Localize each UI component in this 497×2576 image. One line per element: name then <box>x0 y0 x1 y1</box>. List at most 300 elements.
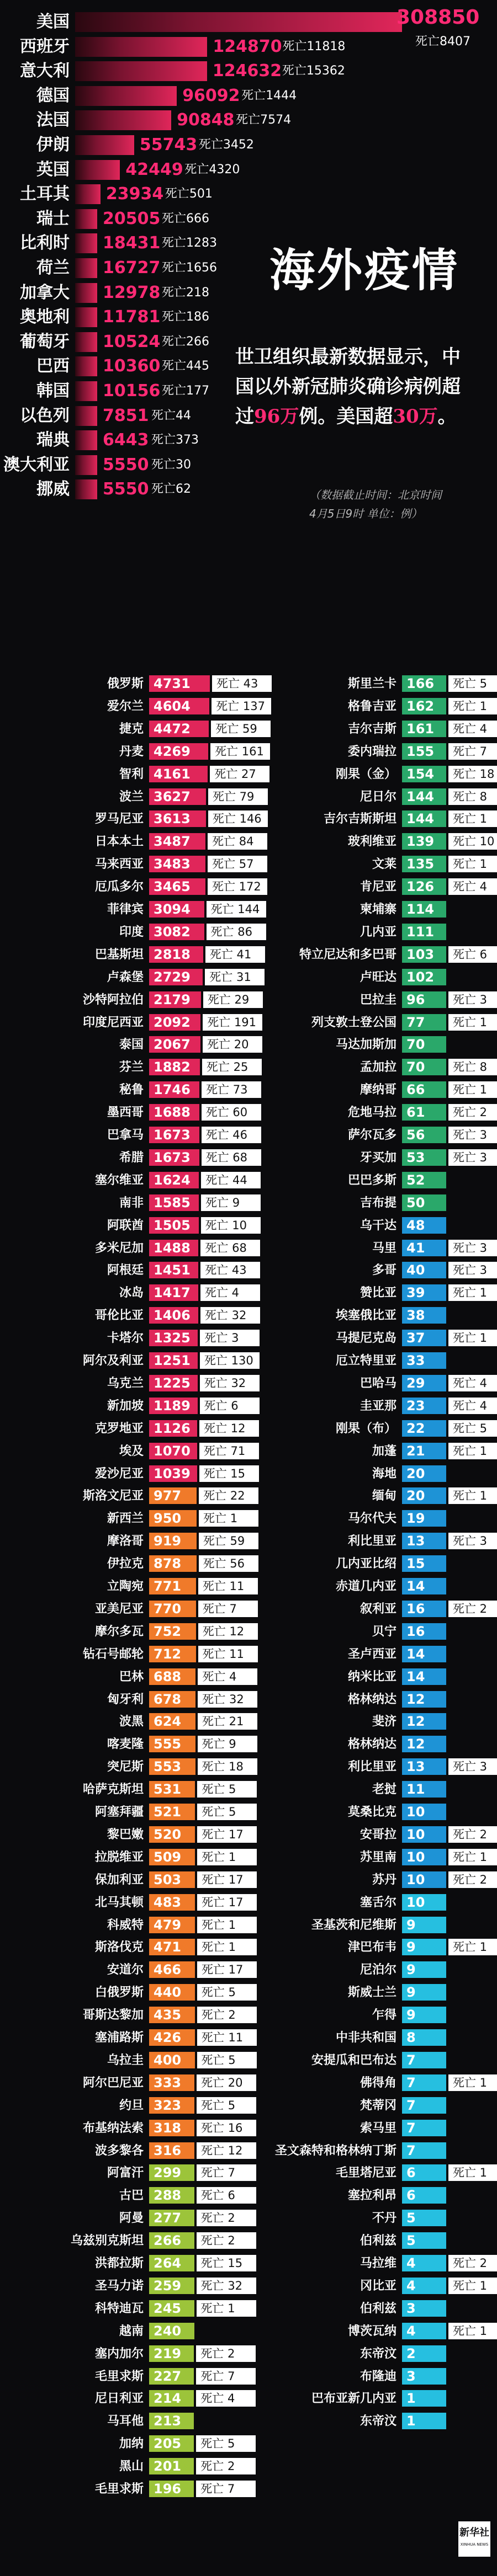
death-count: 死亡 68 <box>200 1240 260 1256</box>
summary-highlight-1: 96万 <box>254 406 299 428</box>
case-count: 2729 <box>149 969 203 985</box>
death-count: 死亡 21 <box>198 1713 257 1730</box>
case-count: 333 <box>149 2074 194 2091</box>
death-count-label: 死亡1444 <box>241 88 297 103</box>
bar-value-label: 96092 <box>182 86 240 105</box>
death-count: 死亡 1 <box>448 1330 497 1346</box>
country-name: 圣文森特和格林纳丁斯 <box>274 2143 396 2158</box>
bar <box>75 479 97 499</box>
case-count: 555 <box>149 1736 195 1752</box>
list-item <box>0 2457 497 2476</box>
case-count: 1251 <box>149 1352 198 1369</box>
list-item <box>0 1712 497 1731</box>
death-count: 死亡 5 <box>197 2097 256 2114</box>
death-count: 死亡 2 <box>196 2458 256 2474</box>
bar <box>75 258 97 278</box>
case-count: 1126 <box>149 1420 197 1437</box>
list-item <box>0 832 497 851</box>
country-name: 塞内加尔 <box>94 2346 144 2361</box>
case-count: 1451 <box>149 1262 198 1278</box>
bar <box>75 332 97 352</box>
country-name: 巴巴多斯 <box>347 1172 396 1187</box>
death-count-label: 死亡1656 <box>162 261 217 275</box>
case-count: 288 <box>149 2187 194 2204</box>
bar <box>75 86 177 106</box>
bar-label: 澳大利亚 <box>3 455 70 474</box>
country-name: 圭亚那 <box>359 1398 396 1413</box>
death-count: 死亡 12 <box>197 2142 256 2159</box>
country-name: 埃塞俄比亚 <box>335 1308 396 1323</box>
death-count: 死亡 44 <box>201 1172 261 1188</box>
case-count: 135 <box>402 856 446 872</box>
country-name: 吉尔吉斯斯坦 <box>323 812 396 826</box>
case-count: 4604 <box>149 698 209 714</box>
case-count: 14 <box>402 1578 446 1594</box>
death-count: 死亡 1 <box>197 1917 257 1933</box>
list-item <box>0 2163 497 2182</box>
country-name: 墨西哥 <box>107 1105 144 1120</box>
case-count: 22 <box>402 1420 446 1437</box>
case-count: 111 <box>402 924 446 940</box>
country-name: 芬兰 <box>119 1060 144 1075</box>
case-count: 277 <box>149 2210 194 2226</box>
case-count: 6 <box>402 2187 446 2204</box>
death-count-label: 死亡445 <box>162 359 209 374</box>
country-name: 拉脱维亚 <box>94 1849 144 1864</box>
death-count: 死亡 1 <box>448 1939 497 1955</box>
death-count: 死亡 12 <box>198 1623 258 1640</box>
country-name: 列支敦士登公国 <box>311 1015 396 1030</box>
case-count: 196 <box>149 2481 194 2497</box>
case-count: 466 <box>149 1961 195 1978</box>
country-name: 东帝汶 <box>359 2414 396 2429</box>
country-name: 科威特 <box>107 1917 144 1932</box>
case-count: 1673 <box>149 1127 199 1143</box>
case-count: 7 <box>402 2097 446 2114</box>
case-count: 144 <box>402 810 446 827</box>
death-count: 死亡 18 <box>198 1758 257 1775</box>
case-count: 2179 <box>149 991 201 1008</box>
country-name: 卡塔尔 <box>107 1331 144 1346</box>
country-name: 马耳他 <box>107 2414 144 2429</box>
bar <box>75 406 97 426</box>
case-count: 1225 <box>149 1375 198 1391</box>
country-name: 埃及 <box>119 1443 144 1458</box>
country-name: 斯威士兰 <box>347 1985 396 2000</box>
country-name: 缅甸 <box>372 1489 396 1503</box>
list-item <box>0 2434 497 2453</box>
death-count: 死亡 11 <box>198 1578 258 1594</box>
case-count: 259 <box>149 2278 194 2294</box>
country-name: 吉尔吉斯 <box>347 721 396 736</box>
list-item <box>0 1690 497 1709</box>
bar-label: 葡萄牙 <box>20 332 70 351</box>
death-count: 死亡 1 <box>448 2074 497 2091</box>
case-count: 37 <box>402 1330 446 1346</box>
death-count: 死亡 1 <box>199 1510 258 1527</box>
case-count: 139 <box>402 833 446 850</box>
country-name: 乌兹别克斯坦 <box>70 2233 144 2248</box>
case-count: 1688 <box>149 1104 199 1121</box>
death-count: 死亡 12 <box>199 1420 259 1437</box>
case-count: 503 <box>149 1871 195 1888</box>
country-name: 捷克 <box>119 721 144 736</box>
case-count: 10 <box>402 1826 446 1843</box>
case-count: 878 <box>149 1555 197 1572</box>
country-name: 波多黎各 <box>94 2143 144 2158</box>
death-count-label: 死亡501 <box>165 187 213 201</box>
country-name: 俄罗斯 <box>107 676 144 691</box>
death-count: 死亡 11 <box>197 2029 257 2046</box>
list-item <box>0 1757 497 1776</box>
country-name: 海地 <box>372 1466 396 1481</box>
death-count: 死亡 18 <box>448 766 497 782</box>
case-count: 33 <box>402 1352 446 1369</box>
country-name: 立陶宛 <box>107 1579 144 1593</box>
summary-part-1: 世卫组织最新数据显示，中国以外新冠肺炎确诊病例超过 <box>235 346 461 428</box>
country-name: 博茨瓦纳 <box>347 2323 396 2338</box>
case-count: 219 <box>149 2345 194 2362</box>
case-count: 10 <box>402 1804 446 1820</box>
case-count: 509 <box>149 1849 195 1865</box>
logo-text: 新华社 <box>459 2527 489 2538</box>
list-item <box>0 1126 497 1144</box>
list-item <box>0 742 497 761</box>
country-name: 佛得角 <box>359 2075 396 2090</box>
list-item <box>0 945 497 964</box>
bar-label: 比利时 <box>20 233 70 253</box>
case-count: 318 <box>149 2120 194 2136</box>
country-name: 沙特阿拉伯 <box>82 992 144 1007</box>
death-count: 死亡 43 <box>200 1262 260 1278</box>
bar <box>75 110 171 130</box>
case-count: 53 <box>402 1149 446 1166</box>
bar-value-label: 6443 <box>103 430 149 450</box>
country-name: 格鲁吉亚 <box>347 698 396 713</box>
case-count: 56 <box>402 1127 446 1143</box>
case-count: 16 <box>402 1623 446 1640</box>
death-count: 死亡 20 <box>203 1036 262 1053</box>
death-count: 死亡 9 <box>198 1736 257 1752</box>
list-item <box>0 1171 497 1190</box>
case-count: 7 <box>402 2052 446 2068</box>
country-name: 罗马尼亚 <box>94 812 144 826</box>
country-name: 哈萨克斯坦 <box>82 1782 144 1797</box>
case-count: 10 <box>402 1871 446 1888</box>
case-count: 161 <box>402 721 446 737</box>
death-count: 死亡 161 <box>210 743 270 760</box>
case-count: 521 <box>149 1804 195 1820</box>
case-count: 5 <box>402 2232 446 2249</box>
case-count: 213 <box>149 2413 194 2429</box>
country-name: 菲律宾 <box>107 902 144 916</box>
death-count: 死亡 4 <box>448 721 497 737</box>
country-name: 塞浦路斯 <box>94 2030 144 2045</box>
death-count-label: 死亡15362 <box>282 64 345 78</box>
country-name: 东帝汶 <box>359 2346 396 2361</box>
death-count: 死亡 2 <box>448 1826 497 1843</box>
country-name: 洪都拉斯 <box>94 2256 144 2270</box>
death-count: 死亡 3 <box>448 1127 497 1143</box>
death-count: 死亡 1 <box>448 1014 497 1031</box>
death-count: 死亡 7 <box>198 1601 258 1617</box>
country-name: 丹麦 <box>119 744 144 759</box>
country-name: 突尼斯 <box>107 1759 144 1774</box>
bar-value-label: 10524 <box>103 332 161 351</box>
list-item <box>0 1035 497 1054</box>
case-count: 126 <box>402 878 446 895</box>
case-count: 712 <box>149 1646 196 1662</box>
death-count: 死亡 3 <box>448 1262 497 1278</box>
death-count: 死亡 1 <box>448 2278 497 2294</box>
case-count: 9 <box>402 1939 446 1955</box>
death-count: 死亡 5 <box>197 1781 257 1798</box>
list-item <box>0 855 497 873</box>
case-count: 21 <box>402 1443 446 1459</box>
case-count: 66 <box>402 1081 446 1098</box>
country-name: 斯洛伐克 <box>94 1940 144 1955</box>
bar-value-label: 20505 <box>103 209 161 228</box>
bar <box>75 455 97 475</box>
death-count: 死亡 5 <box>448 675 497 692</box>
death-count: 死亡 1 <box>448 698 497 714</box>
country-name: 波兰 <box>119 789 144 804</box>
bar-value-label: 124870 <box>213 36 282 56</box>
death-count: 死亡 6 <box>448 946 497 963</box>
list-item <box>0 900 497 919</box>
case-count: 1189 <box>149 1398 198 1414</box>
case-count: 14 <box>402 1668 446 1685</box>
case-count: 770 <box>149 1601 196 1617</box>
country-name: 布隆迪 <box>359 2369 396 2383</box>
case-count: 1039 <box>149 1465 197 1482</box>
death-count: 死亡 84 <box>208 833 267 850</box>
death-count: 死亡 4 <box>198 1668 257 1685</box>
case-count: 520 <box>149 1826 195 1843</box>
case-count: 1325 <box>149 1330 198 1346</box>
case-count: 166 <box>402 675 446 692</box>
case-count: 245 <box>149 2300 194 2317</box>
list-item <box>0 1306 497 1325</box>
death-count: 死亡 1 <box>448 1487 497 1504</box>
case-count: 483 <box>149 1894 195 1911</box>
summary-part-2: 例。美国超 <box>299 406 393 428</box>
country-name: 科特迪瓦 <box>94 2301 144 2316</box>
country-name: 不丹 <box>372 2211 396 2226</box>
country-name: 钻石号邮轮 <box>82 1646 144 1661</box>
list-item <box>0 1239 497 1257</box>
country-name: 圣基茨和尼维斯 <box>311 1917 396 1932</box>
country-name: 哥伦比亚 <box>94 1308 144 1323</box>
bar-value-label: 12978 <box>103 282 161 302</box>
list-item <box>0 1419 497 1438</box>
country-name: 伊拉克 <box>107 1556 144 1571</box>
death-count: 死亡 2 <box>196 2345 256 2362</box>
case-count: 9 <box>402 1961 446 1978</box>
country-name: 古巴 <box>119 2188 144 2203</box>
case-count: 1 <box>402 2413 446 2429</box>
bar-label: 意大利 <box>20 61 70 81</box>
list-item <box>0 2006 497 2024</box>
country-name: 苏丹 <box>372 1872 396 1887</box>
country-name: 摩纳哥 <box>359 1082 396 1097</box>
country-name: 巴林 <box>119 1669 144 1684</box>
country-name: 厄瓜多尔 <box>94 879 144 894</box>
country-name: 孟加拉 <box>359 1060 396 1075</box>
list-item <box>0 1825 497 1844</box>
case-count: 9 <box>402 1984 446 2001</box>
bar <box>75 12 402 32</box>
country-name: 乍得 <box>372 2008 396 2023</box>
case-count: 2818 <box>149 946 203 963</box>
death-count: 死亡 2 <box>448 2255 497 2271</box>
case-count: 13 <box>402 1533 446 1549</box>
death-count-label: 死亡62 <box>151 482 191 497</box>
bar-label: 伊朗 <box>36 135 70 154</box>
country-name: 津巴布韦 <box>347 1940 396 1955</box>
case-count: 10 <box>402 1849 446 1865</box>
case-count: 553 <box>149 1758 195 1775</box>
list-item <box>0 2389 497 2408</box>
bar-value-label: 10156 <box>103 381 161 401</box>
country-name: 秘鲁 <box>119 1082 144 1097</box>
case-count: 440 <box>149 1984 195 2001</box>
case-count: 299 <box>149 2164 194 2181</box>
case-count: 70 <box>402 1059 446 1075</box>
death-count: 死亡 71 <box>199 1443 259 1459</box>
case-count: 4 <box>402 2255 446 2271</box>
country-name: 安哥拉 <box>359 1827 396 1842</box>
country-name: 利比里亚 <box>347 1759 396 1774</box>
death-count: 死亡 2 <box>448 1104 497 1121</box>
death-count: 死亡 1 <box>448 1081 497 1098</box>
country-name: 智利 <box>119 766 144 781</box>
list-item <box>0 2096 497 2115</box>
death-count-label: 死亡373 <box>151 433 199 447</box>
list-item <box>0 2051 497 2070</box>
list-item <box>0 1058 497 1076</box>
country-name: 伯利兹 <box>359 2233 396 2248</box>
case-count: 400 <box>149 2052 195 2068</box>
country-name: 阿尔巴尼亚 <box>82 2075 144 2090</box>
country-name: 刚果（布） <box>335 1421 396 1436</box>
country-name: 乌干达 <box>359 1218 396 1233</box>
country-name: 梵蒂冈 <box>359 2098 396 2113</box>
country-name: 格林纳达 <box>347 1737 396 1752</box>
list-item <box>0 1577 497 1596</box>
country-name: 冈比亚 <box>359 2278 396 2293</box>
case-count: 471 <box>149 1939 195 1955</box>
death-count-label: 死亡177 <box>162 384 209 398</box>
list-item <box>0 1870 497 1889</box>
country-name: 刚果（金） <box>335 766 396 781</box>
country-name: 吉布提 <box>359 1195 396 1210</box>
case-count: 8 <box>402 2029 446 2046</box>
country-name: 克罗地亚 <box>94 1421 144 1436</box>
country-name: 爱沙尼亚 <box>94 1466 144 1481</box>
case-count: 3627 <box>149 788 206 805</box>
bar <box>75 135 134 155</box>
country-name: 泰国 <box>119 1037 144 1052</box>
case-count: 15 <box>402 1555 446 1572</box>
death-count-label: 死亡7574 <box>236 113 292 127</box>
list-item <box>0 2028 497 2047</box>
country-name: 马里 <box>372 1240 396 1255</box>
country-name: 萨尔瓦多 <box>347 1128 396 1142</box>
bar-label: 英国 <box>36 159 70 179</box>
death-count: 死亡 2 <box>448 1601 497 1617</box>
country-name: 圣马力诺 <box>94 2278 144 2293</box>
death-count: 死亡 17 <box>197 1826 257 1843</box>
country-name: 格林纳达 <box>347 1692 396 1706</box>
country-name: 巴拉圭 <box>359 992 396 1007</box>
page-title: 海外疫情 <box>269 244 460 297</box>
bar <box>75 37 207 57</box>
list-item <box>0 1532 497 1550</box>
death-count: 死亡 32 <box>197 2278 256 2294</box>
death-count: 死亡 46 <box>202 1127 261 1143</box>
case-count: 38 <box>402 1307 446 1324</box>
country-name: 赞比亚 <box>359 1286 396 1300</box>
death-count: 死亡 32 <box>200 1307 260 1324</box>
country-name: 阿富汗 <box>107 2166 144 2180</box>
case-count: 41 <box>402 1240 446 1256</box>
death-count: 死亡 191 <box>203 1014 262 1031</box>
bar <box>75 160 120 180</box>
data-note <box>309 486 486 523</box>
list-item <box>0 1554 497 1573</box>
country-name: 爱尔兰 <box>107 698 144 713</box>
death-count: 死亡 3 <box>448 1149 497 1166</box>
country-name: 摩洛哥 <box>107 1534 144 1549</box>
list-item <box>0 765 497 783</box>
death-count: 死亡 1 <box>448 1849 497 1865</box>
death-count: 死亡 43 <box>212 675 272 692</box>
country-name: 卢旺达 <box>359 969 396 984</box>
case-count: 11 <box>402 1781 446 1798</box>
death-count-label: 死亡11818 <box>282 39 346 54</box>
death-count: 死亡 57 <box>208 856 267 872</box>
case-count: 977 <box>149 1487 197 1504</box>
bar-value-label: 308850 <box>396 6 480 29</box>
death-count: 死亡 11 <box>198 1646 258 1662</box>
bar-label: 加拿大 <box>20 282 70 302</box>
bar-value-label: 10360 <box>103 356 161 376</box>
death-count: 死亡 60 <box>202 1104 261 1121</box>
bar-label: 土耳其 <box>20 184 70 204</box>
case-count: 3 <box>402 2368 446 2385</box>
death-count: 死亡 56 <box>199 1555 258 1572</box>
list-item <box>0 2344 497 2363</box>
bar-label: 美国 <box>36 12 70 31</box>
death-count: 死亡 3 <box>448 1533 497 1549</box>
death-count: 死亡 1 <box>448 2323 497 2339</box>
death-count-label: 死亡44 <box>151 408 191 423</box>
case-count: 20 <box>402 1487 446 1504</box>
list-item <box>0 674 497 693</box>
country-name: 玻利维亚 <box>347 834 396 849</box>
death-count: 死亡 15 <box>199 1465 259 1482</box>
bar-label: 奥地利 <box>20 307 70 327</box>
death-count-label: 死亡8407 <box>415 35 470 49</box>
list-item <box>0 922 497 941</box>
list-item <box>0 1916 497 1934</box>
bar-value-label: 5550 <box>103 479 149 499</box>
country-name: 厄立特里亚 <box>335 1353 396 1368</box>
case-count: 16 <box>402 1601 446 1617</box>
country-name: 阿联酋 <box>107 1218 144 1233</box>
case-count: 479 <box>149 1917 195 1933</box>
